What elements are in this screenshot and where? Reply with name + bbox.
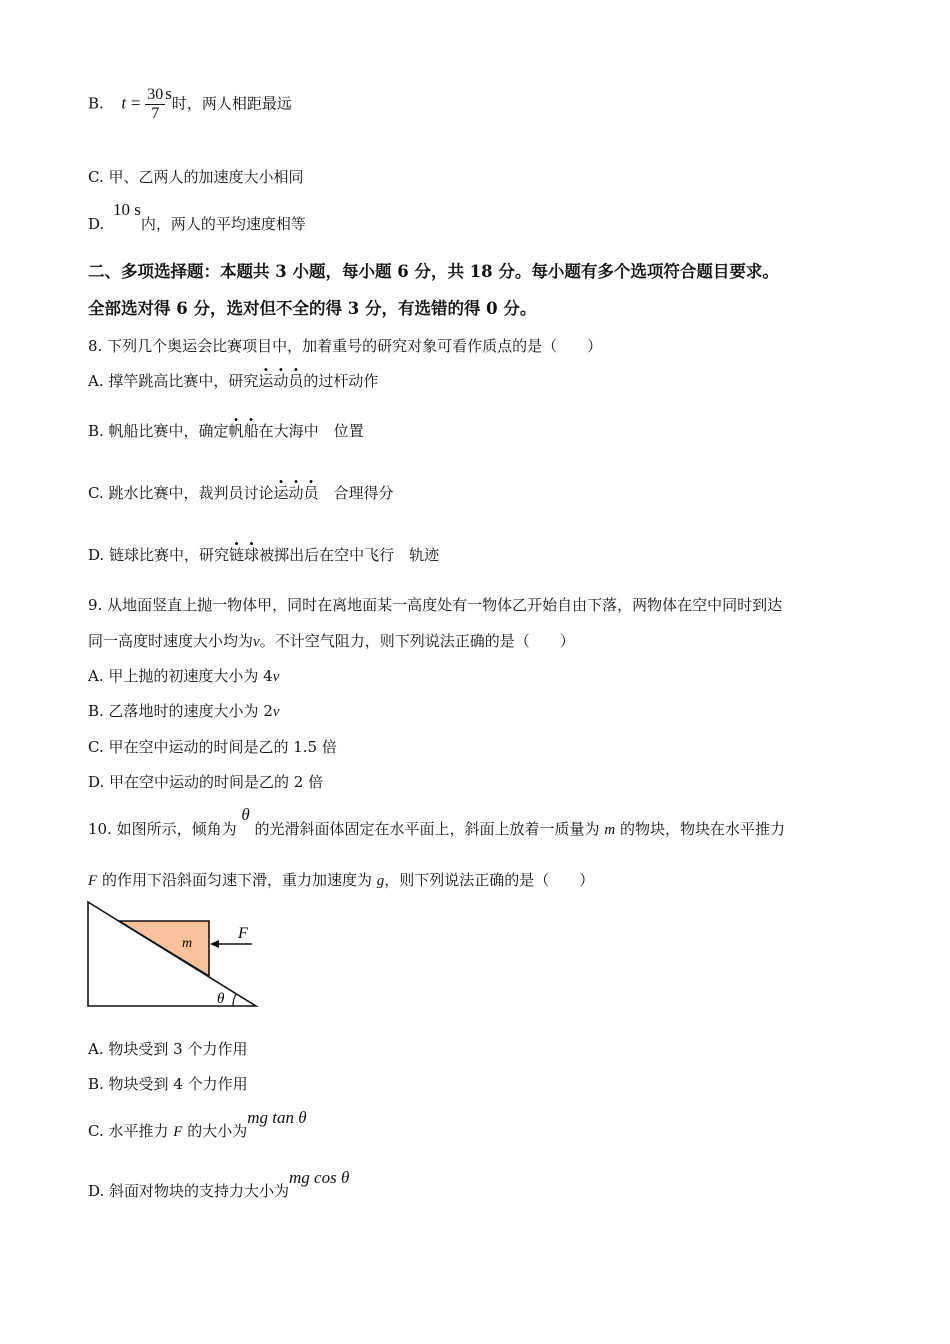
q8-option-b[interactable]: B. 帆船比赛中，确定帆船在大海中 位置 bbox=[88, 422, 364, 440]
emphasis-char: 员 bbox=[303, 484, 319, 502]
q10-option-b[interactable]: B. 物块受到 4 个力作用 bbox=[88, 1075, 248, 1093]
q8-option-c[interactable]: C. 跳水比赛中，裁判员讨论运动员 合理得分 bbox=[88, 484, 394, 502]
angle-label: θ bbox=[217, 991, 225, 1007]
emphasis-char: 员 bbox=[288, 372, 304, 390]
q7-option-c[interactable]: C. 甲、乙两人的加速度大小相同 bbox=[88, 168, 304, 186]
emphasis-char: 船 bbox=[243, 422, 259, 440]
time-10s: 10 s bbox=[113, 200, 141, 219]
q10-stem-line-2: F 的作用下沿斜面匀速下滑，重力加速度为 g，则下列说法正确的是（ ） bbox=[88, 871, 595, 889]
emphasis-char: 动 bbox=[273, 372, 289, 390]
formula-mg-cos: mg cos θ bbox=[289, 1168, 350, 1187]
q9-stem-line-1: 9. 从地面竖直上抛一物体甲，同时在离地面某一高度处有一物体乙开始自由下落，两物体在空中同时到达 bbox=[88, 596, 783, 614]
time-variable: t bbox=[121, 93, 127, 113]
fraction-30-7: $\frac{30}{7}$ bbox=[147, 86, 164, 122]
emphasis-char: 链 bbox=[229, 546, 245, 564]
q9-stem-line-2: 同一高度时速度大小均为v。不计空气阻力，则下列说法正确的是（ ） bbox=[88, 632, 575, 650]
formula-mg-tan: mg tan θ bbox=[247, 1108, 307, 1127]
block-label: m bbox=[182, 936, 193, 951]
incline-diagram bbox=[86, 900, 262, 1012]
q7-option-b[interactable]: B. t = $\frac{30}{7}$ s时，两人相距最远 bbox=[88, 83, 292, 122]
q8-option-d[interactable]: D. 链球比赛中，研究链球被掷出后在空中飞行 轨迹 bbox=[88, 546, 440, 564]
q10-stem-line-1: 10. 如图所示，倾角为 θ 的光滑斜面体固定在水平面上，斜面上放着一质量为 m 的物块，物块在水平推力 bbox=[88, 805, 785, 838]
q9-option-c[interactable]: C. 甲在空中运动的时间是乙的 1.5 倍 bbox=[88, 738, 337, 756]
q7-option-d[interactable]: D. 10 s内，两人的平均速度相等 bbox=[88, 200, 306, 233]
q10-option-c[interactable]: C. 水平推力 F 的大小为mg tan θ bbox=[88, 1108, 307, 1140]
force-arrowhead bbox=[210, 940, 219, 948]
q8-option-a[interactable]: A. 撑竿跳高比赛中，研究运动员的过杆动作 bbox=[88, 372, 379, 390]
emphasis-char: 运 bbox=[273, 484, 289, 502]
emphasis-char: 动 bbox=[288, 484, 304, 502]
q9-option-a[interactable]: A. 甲上抛的初速度大小为 4v bbox=[88, 667, 280, 685]
emphasis-char: 帆 bbox=[228, 422, 244, 440]
q9-option-b[interactable]: B. 乙落地时的速度大小为 2v bbox=[88, 702, 280, 720]
emphasis-char: 运 bbox=[258, 372, 274, 390]
q10-option-d[interactable]: D. 斜面对物块的支持力大小为mg cos θ bbox=[88, 1168, 350, 1200]
emphasis-char: 球 bbox=[244, 546, 260, 564]
q10-option-a[interactable]: A. 物块受到 3 个力作用 bbox=[88, 1040, 248, 1058]
section-2-scoring: 全部选对得 6 分，选对但不全的得 3 分，有选错的得 0 分。 bbox=[88, 299, 537, 318]
q9-option-d[interactable]: D. 甲在空中运动的时间是乙的 2 倍 bbox=[88, 773, 324, 791]
force-label: F bbox=[238, 925, 248, 942]
q8-stem: 8. 下列几个奥运会比赛项目中，加着重号的研究对象可看作质点的是（ ） bbox=[88, 337, 603, 355]
section-2-heading: 二、多项选择题：本题共 3 小题，每小题 6 分，共 18 分。每小题有多个选项符合题目要求。 bbox=[88, 262, 779, 281]
